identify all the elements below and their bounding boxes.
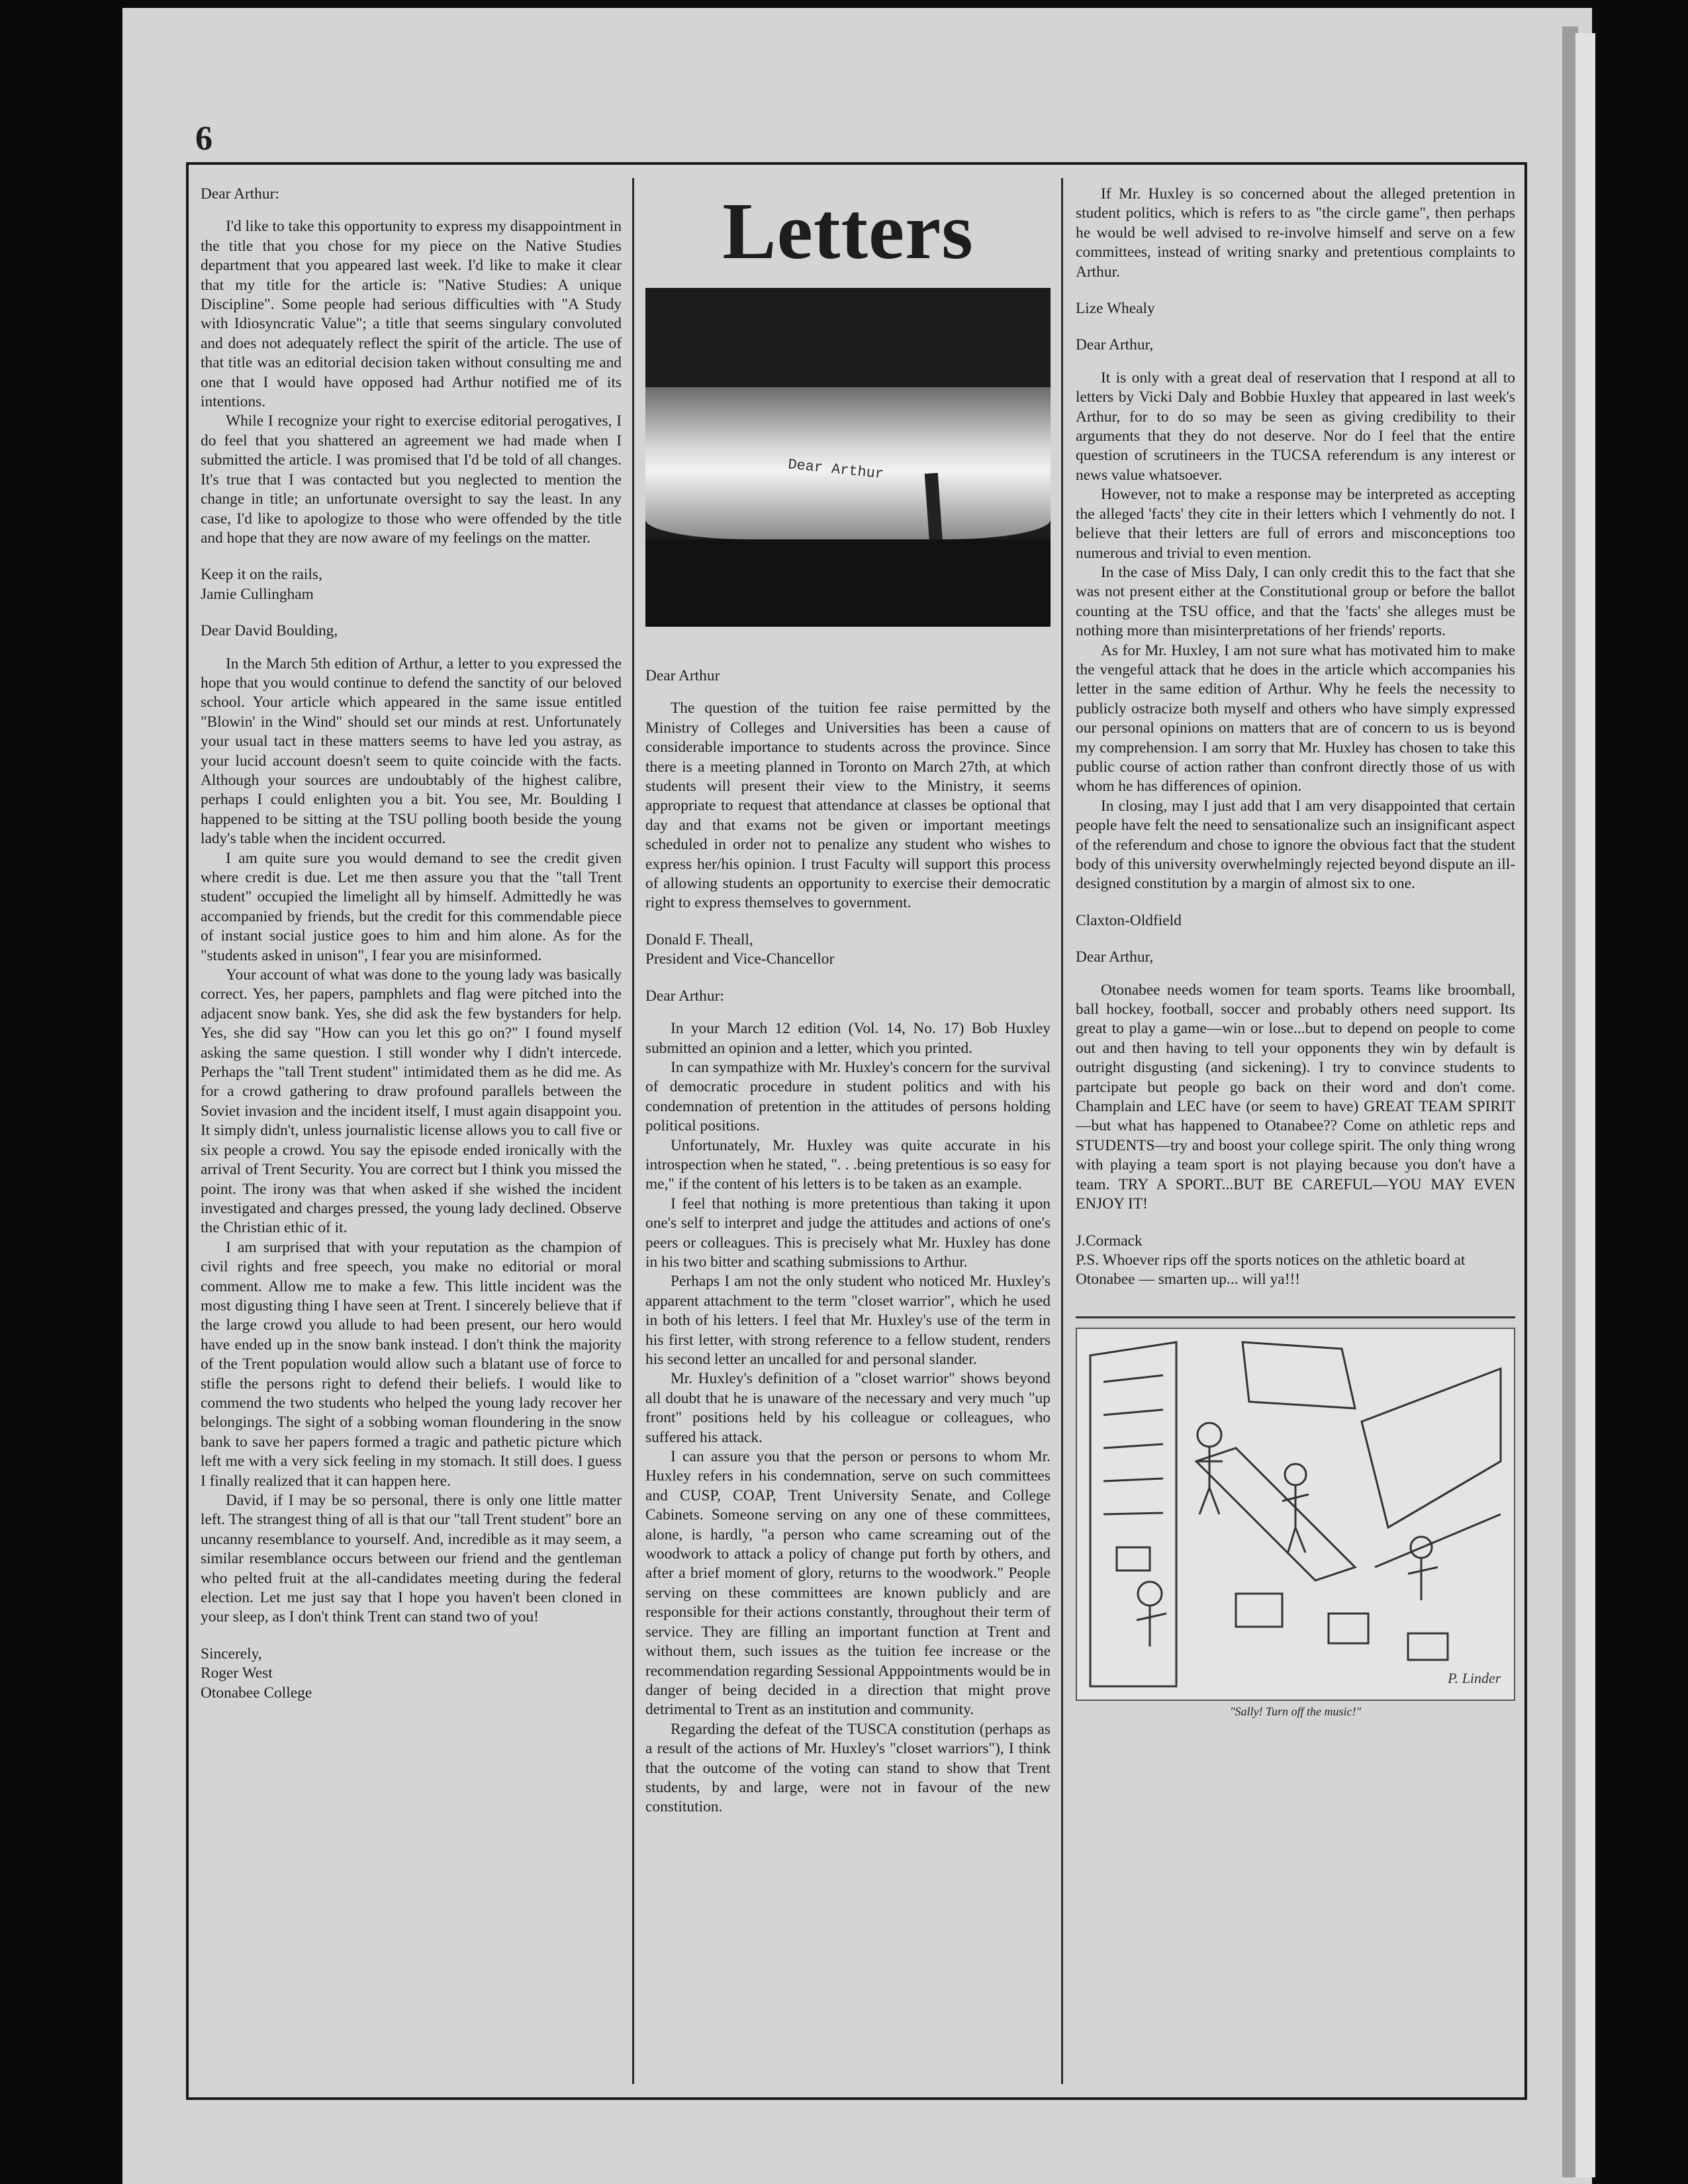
letter-paragraph: While I recognize your right to exercise editorial perogatives, I do feel that you shattered an agreement we had made when I submitted the article. I was promised that I'd be told of all changes. It's true that I was contacted but you neglected to mention the change in title; an unfortunate oversight to say the least. In any case, I'd like to apologize to those who were offended by the title and hope that they are now aware of my feelings on the matter. <box>201 412 622 547</box>
letter-signature: Keep it on the rails, <box>201 566 322 584</box>
cartoon-signature: P. Linder <box>1448 1669 1501 1686</box>
photo-typed-text: Dear Arthur <box>787 456 885 483</box>
column-right <box>1076 185 1515 2081</box>
photo-typewriter-base <box>645 539 1051 627</box>
page-number: 6 <box>195 120 212 158</box>
letter-salutation: Dear Arthur, <box>1076 948 1154 966</box>
letter-paragraph: Otonabee needs women for team sports. Teams like broomball, ball hockey, football, soccer and probably others need support. Its great to play a game—win or lose...but to depend on people to come out and then having to tell your opponents they win by default is outright disgusting (and sickening). I try to convince students to partcipate but people go back on their word and don't come. Champlain and LEC have (or seem to have) GREAT TEAM SPIRIT—but what has happened to Otanabee?? Come on athletic reps and STUDENTS—try and boost your college spirit. The only thing wrong with playing a team sport is not playing because you don't have a team. TRY A SPORT...BUT BE CAREFUL—YOU MAY EVEN ENJOY IT! <box>1076 981 1515 1213</box>
column-middle <box>645 185 1051 2081</box>
cartoon-divider <box>1076 1316 1515 1318</box>
letter-salutation: Dear Arthur, <box>1076 336 1154 354</box>
typewriter-photo <box>645 288 1051 627</box>
letter-paragraph: David, if I may be so personal, there is only one little matter left. The strangest thing of all is that our "tall Trent student" bore an uncanny resemblance to yourself. And, incredible as it may seem, a similar resemblance occurs between our friend and the gentleman who pelted fruit at the all-candidates meeting during the federal election. Let me just say that I hope you haven't been cloned in your sleep, as I don't think Trent can stand two of you! <box>201 1492 622 1626</box>
letter-paragraph: I am quite sure you would demand to see the credit given where credit is due. Let me then assure you that the "tall Trent student" occupied the limelight all by himself. Admittedly he was accompanied by friends, but the credit for this commendable piece of instant social justice goes to him and him alone. As for the "students asked in unison", I fear you are misinformed. <box>201 849 622 964</box>
letter-paragraph: If Mr. Huxley is so concerned about the alleged pretention in student politics, which is refers to as "the circle game", then perhaps he would be well advised to re-involve himself and serve on a few committees, instead of writing snarky and pretentious complaints to Arthur. <box>1076 185 1515 281</box>
letter-signature: P.S. Whoever rips off the sports notices on the athletic board at Otonabee — smarten up... will ya!!! <box>1076 1251 1466 1289</box>
section-masthead: Letters <box>722 187 974 276</box>
letter-paragraph: In the March 5th edition of Arthur, a letter to you expressed the hope that you would continue to defend the sanctity of our beloved school. Your article which appeared in the same issue entitled "Blowin' in the Wind" should set our minds at rest. Unfortunately your usual tact in these matters seems to have led you astray, as your lucid account doesn't seem to quite coincide with the facts. Although your sources are undoubtably of the highest calibre, perhaps I could enlighten you a bit. You see, Mr. Boulding I happened to be sitting at the TSU polling booth beside the young lady's table when the incident occurred. <box>201 655 622 848</box>
letter-salutation: Dear Arthur <box>645 667 720 684</box>
letter-paragraph: I am surprised that with your reputation as the champion of civil rights and free speech, you make no editorial or moral comment. Allow me to make a few. This little incident was the most digusting thing I have seen at Trent. I sincerely believe that if the large crowd you allude to had been present, our hero would have ended up in the snow bank instead. I don't think the majority of the Trent population would allow such a blatant use of force to stifle the persons right to defend their beliefs. I would like to commend the two students who helped the young lady recover her belongings. The sight of a sobbing woman floundering in the snow bank to save her papers formed a tragic and pathetic picture which left me with a very sick feeling in my stomach. It still does. I guess I finally realized that it can happen here. <box>201 1238 622 1490</box>
letter-signature: Lize Whealy <box>1076 300 1155 318</box>
letter-paragraph: As for Mr. Huxley, I am not sure what has motivated him to make the vengeful attack that he does in the article which accompanies his letter in the same edition of Arthur. Why he feels the necessity to publicly ostracize both myself and others who have simply expressed our personal opinions on matters that are of concern to us is beyond my comprehension. I am sorry that Mr. Huxley has chosen to take this public course of action rather than confront directly those of us with whom he has differences of opinion. <box>1076 641 1515 796</box>
letter-signature: Otonabee College <box>201 1684 312 1702</box>
letter-salutation: Dear Arthur: <box>645 987 724 1005</box>
letter-paragraph: The question of the tuition fee raise permitted by the Ministry of Colleges and Universities has been a cause of considerable importance to students across the province. Since there is a meeting planned in Toronto on March 27th, at which students will present their view to the Ministry, it seems appropriate to request that attendance at classes be optional that day and that exams not be given or important meetings scheduled in order not to penalize any student who wishes to express her/his opinion. I trust Faculty will support this process of allowing students an opportunity to exercise their democratic right to express themselves to government. <box>645 700 1051 912</box>
letter-signature: Claxton-Oldfield <box>1076 911 1182 929</box>
cartoon-drawing <box>1077 1329 1514 1700</box>
newspaper-page <box>122 8 1592 2184</box>
letter-paragraph: In closing, may I just add that I am very disappointed that certain people have felt the need to sensationalize such an insignificant aspect of the referendum and chose to ignore the obvious fact that the student body of this university overwhelmingly rejected beyond dispute an ill-designed constitution by a margin of almost six to one. <box>1076 797 1515 893</box>
letter-signature: Roger West <box>201 1664 273 1682</box>
column-rule <box>1061 178 1063 2084</box>
letter-paragraph: In can sympathize with Mr. Huxley's concern for the survival of democratic procedure in student politics and with his condemnation of pretention in the attitudes of persons holding political positions. <box>645 1058 1051 1135</box>
letter-paragraph: Perhaps I am not the only student who noticed Mr. Huxley's apparent attachment to the term "closet warrior", which he used in both of his letters. I feel that Mr. Huxley's use of the term in his first letter, with strong reference to a fellow student, renders his second letter an uncalled for and personal slander. <box>645 1273 1051 1368</box>
letters-frame <box>186 162 1527 2100</box>
letter-paragraph: Regarding the defeat of the TUSCA constitution (perhaps as a result of the actions of Mr. Huxley's "closet warriors"), I think that the outcome of the voting can stand to show that Trent students, by and large, were not in favour of the new constitution. <box>645 1720 1051 1816</box>
cartoon-caption: "Sally! Turn off the music!" <box>1229 1704 1362 1718</box>
letter-salutation: Dear Arthur: <box>201 185 279 203</box>
letter-paragraph: It is only with a great deal of reservation that I respond at all to letters by Vicki Daly and Bobbie Huxley that appeared in last week's Arthur, for to do so may be seen as giving credibility to their arguments that they do not deserve. Nor do I feel that the entire question of scrutineers in the TUCSA referendum is any interest or news value whatsoever. <box>1076 369 1515 484</box>
letter-paragraph: I'd like to take this opportunity to express my disappointment in the title that you chose for my piece on the Native Studies department that you appeared last week. I'd like to make it clear that my title for the article is: "Native Studies: A unique Discipline". Some people had serious difficulties with "A Study with Idiosyncratic Value"; a title that seems singulary convoluted and does not adequately reflect the spirit of the article. The use of that title was an editorial decision taken without consulting me and one that I would have opposed had Arthur notified me of its intentions. <box>201 218 622 411</box>
adjacent-page-edge <box>1575 33 1595 2177</box>
letter-salutation: Dear David Boulding, <box>201 622 338 640</box>
column-left-letters <box>201 185 622 1703</box>
column-right-letters <box>1076 185 1515 1290</box>
letter-paragraph: I can assure you that the person or persons to whom Mr. Huxley refers in his condemnation, serve on such committees and CUSP, COAP, Trent University Senate, and College Cabinets. Someone serving on any one of these committees, alone, is hardly, "a person who came screaming out of the woodwork to attack a policy of change put forth by others, and after a brief moment of glory, returns to the woodwork." People serving on these committees are known publicly and are responsible for their actions constantly, throughout their term of service. They are filling an important function at Trent and without them, such issues as the tuition fee increase or the recommendation regarding Sessional Apppointments would be in danger of being decided in a direction that might prove detrimental to Trent as an institution and community. <box>645 1448 1051 1719</box>
letter-paragraph: In the case of Miss Daly, I can only credit this to the fact that she was not present either at the Constitutional group or before the ballot counting at the TSU office, and that the 'facts' she alleges must be nothing more than misinterpretations of her friends' reports. <box>1076 563 1515 640</box>
letter-paragraph: Your account of what was done to the young lady was basically correct. Yes, her papers, pamphlets and flag were pitched into the adjacent snow bank. Yes, she did ask the few bystanders for help. Yes, she did say "How can you let this go on?" I found myself asking the same question. I still wonder why I didn't intercede. Perhaps the "tall Trent student" intimidated them as he did me. As for a crowd gathering to draw profound parallels between the Soviet invasion and the incident itself, I must again disappoint you. It simply didn't, unless journalistic license allows you to call five or six people a crowd. You say the episode ended ironically with the arrival of Trent Security. You are correct but I think you missed the point. The irony was that when asked if she wished the incident investigated and charges pressed, the young lady declined. Observe the Christian ethic of it. <box>201 966 622 1237</box>
column-middle-letters <box>645 666 1051 1817</box>
letter-paragraph: I feel that nothing is more pretentious than taking it upon one's self to interpret and judge the attitudes and actions of one's peers or colleagues. This is precisely what Mr. Huxley has done in his two bitter and scathing submissions to Arthur. <box>645 1195 1051 1271</box>
letter-paragraph: In your March 12 edition (Vol. 14, No. 17) Bob Huxley submitted an opinion and a letter, which you printed. <box>645 1020 1051 1057</box>
letter-signature: Sincerely, <box>201 1645 262 1662</box>
letter-paragraph: However, not to make a response may be interpreted as accepting the alleged 'facts' they cite in their letters which I vehmently do not. I believe that their letters are full of errors and misconceptions too numerous and trivial to even mention. <box>1076 486 1515 562</box>
letter-paragraph: Unfortunately, Mr. Huxley was quite accurate in his introspection when he stated, ". . .being pretentious is so easy for me," if the content of his letters is to be taken as an example. <box>645 1136 1051 1193</box>
column-left <box>201 185 622 2081</box>
supermarket-cartoon <box>1076 1328 1515 1701</box>
letter-paragraph: Mr. Huxley's definition of a "closet warrior" shows beyond all doubt that he is unaware of the necessary and very much "up front" positions held by his colleague or colleagues, who suffered his attack. <box>645 1370 1051 1446</box>
column-rule <box>632 178 634 2084</box>
letter-signature: President and Vice-Chancellor <box>645 950 835 968</box>
letter-signature: Donald F. Theall, <box>645 931 753 948</box>
letter-signature: J.Cormack <box>1076 1232 1143 1250</box>
letter-signature: Jamie Cullingham <box>201 585 314 603</box>
